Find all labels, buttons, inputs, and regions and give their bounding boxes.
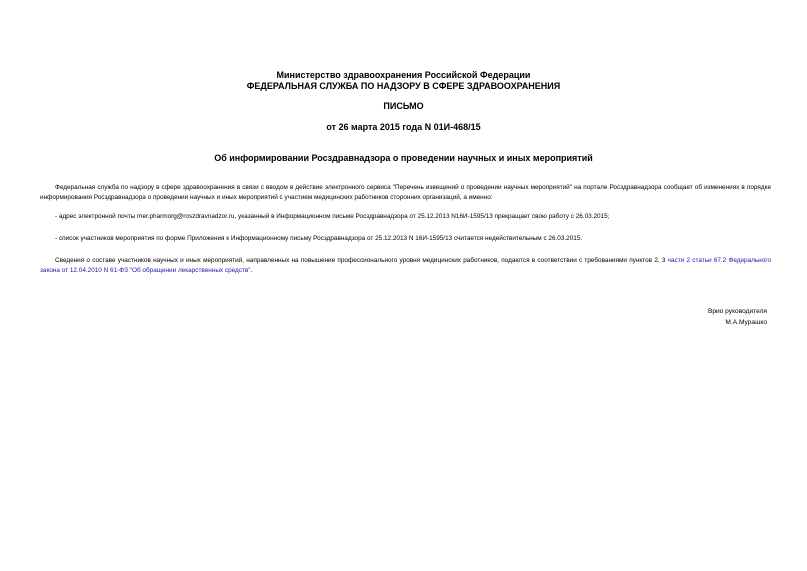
paragraph-requirements-end: . <box>250 267 253 274</box>
paragraph-requirements-text: Сведения о составе участников научных и иных мероприятий, направленных на повышение профессионального уровня медицинских работников, подаются в соответствии с требованиями пунктов 2, 3 <box>55 257 668 264</box>
signature-title: Врио руководителя <box>707 308 767 315</box>
document-type: ПИСЬМО <box>383 101 424 111</box>
ministry-title: Министерство здравоохранения Российской Федерации <box>276 70 531 80</box>
document-date: от 26 марта 2015 года N 01И-468/15 <box>326 122 481 132</box>
signature-name: М.А.Мурашко <box>725 319 767 326</box>
paragraph-requirements <box>40 256 771 276</box>
paragraph-email-item: - адрес электронной почты mer.pharmorg@roszdravnadzor.ru, указанный в Информационном письме Росздравнадзора от 25.12.2013 N16И-1595/13 прекращает свою работу с 26.03.2015; <box>55 213 610 220</box>
paragraph-list-item: - список участников мероприятия по форме Приложения к Информационному письму Росздравнадзора от 25.12.2013 N 16И-1595/13 считается недействительным с 26.03.2015. <box>55 235 583 242</box>
paragraph-intro: Федеральная служба по надзору в сфере здравоохранения в связи с вводом в действие электронного сервиса "Перечень извещений о проведении научных мероприятий" на портале Росздравнадзора сообщает об изменениях в порядке информирования Росздравнадзора о проведении научных и иных мероприятий с участием медицинских работников сторонних организаций, а именно: <box>40 184 771 201</box>
law-reference-link[interactable]: части 2 статьи 67.2 Федерального закона от 12.04.2010 N 61-ФЗ "Об обращении лекарственных средств" <box>40 257 772 274</box>
document-subject: Об информировании Росздравнадзора о проведении научных и иных мероприятий <box>214 153 593 163</box>
service-title: ФЕДЕРАЛЬНАЯ СЛУЖБА ПО НАДЗОРУ В СФЕРЕ ЗДРАВООХРАНЕНИЯ <box>246 81 561 91</box>
